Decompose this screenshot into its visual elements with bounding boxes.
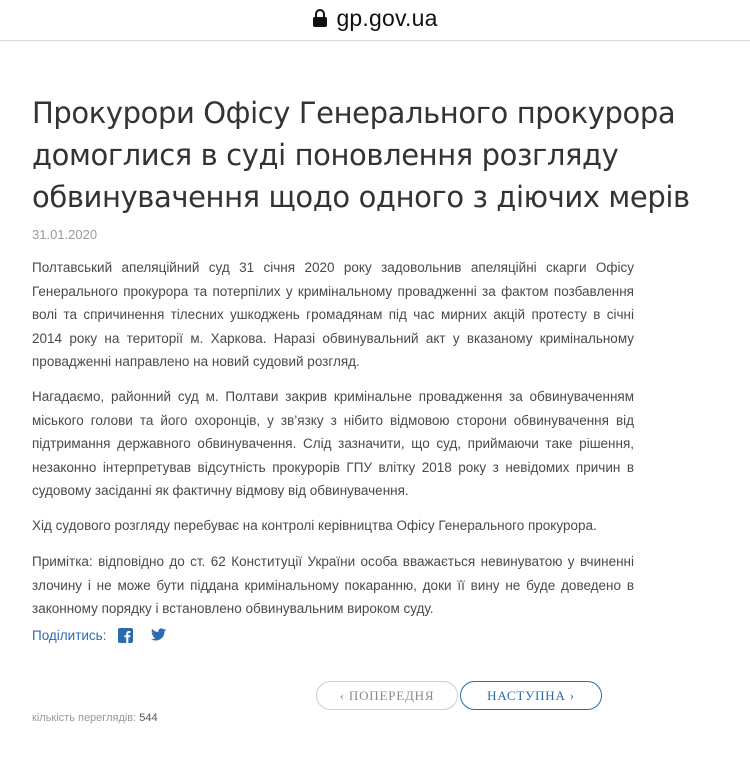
view-counter-value: 544 <box>139 712 158 724</box>
url-text: gp.gov.ua <box>336 4 438 31</box>
view-counter-label: кількість переглядів: <box>32 712 137 724</box>
share-label: Поділитись: <box>32 628 107 643</box>
article-title: Прокурори Офісу Генерального прокурора домоглися в суді поновлення розгляду обвинувачення щодо одного з діючих мерів <box>32 96 690 214</box>
twitter-icon[interactable] <box>151 628 166 643</box>
article-paragraph: Полтавський апеляційний суд 31 січня 2020 року задовольнив апеляційні скарги Офісу Генерального прокурора та потерпілих у кримінальному провадженні за фактом позбавлення волі та спричинення тілесних ушкоджень громадянам під час мирних акцій протесту в січні 2014 року на території м. Харкова. Наразі обвинувальний акт у вказаному кримінальному провадженні направлено на новий судовий розгляд. <box>32 260 634 369</box>
article-note: Примітка: відповідно до ст. 62 Конституції України особа вважається невинуватою у вчиненні злочину і не може бути піддана кримінальному покаранню, доки її вину не буде доведено в законному порядку і встановлено обвинувальним вироком суду. <box>32 554 634 616</box>
article-date: 31.01.2020 <box>32 227 98 242</box>
next-button[interactable]: НАСТУПНА › <box>460 681 602 710</box>
article-paragraph: Хід судового розгляду перебуває на контролі керівництва Офісу Генерального прокурора. <box>32 518 597 533</box>
previous-button[interactable]: ‹ ПОПЕРЕДНЯ <box>316 681 458 710</box>
facebook-icon[interactable] <box>118 628 133 643</box>
share-bar <box>32 628 184 643</box>
view-counter <box>32 712 158 724</box>
address-bar-content <box>312 5 437 32</box>
address-bar[interactable] <box>0 0 750 41</box>
article-paragraph: Нагадаємо, районний суд м. Полтави закрив кримінальне провадження за обвинуваченням міського голови та його охоронців, у зв’язку з нібито відмовою сторони обвинувачення від підтримання державного обвинувачення. Слід зазначити, що суд, приймаючи таке рішення, незаконно інтерпретував відсутність прокурорів ГПУ влітку 2018 року з невідомих причин в судовому засіданні як фактичну відмову від обвинувачення. <box>32 389 634 498</box>
lock-icon <box>312 8 328 28</box>
